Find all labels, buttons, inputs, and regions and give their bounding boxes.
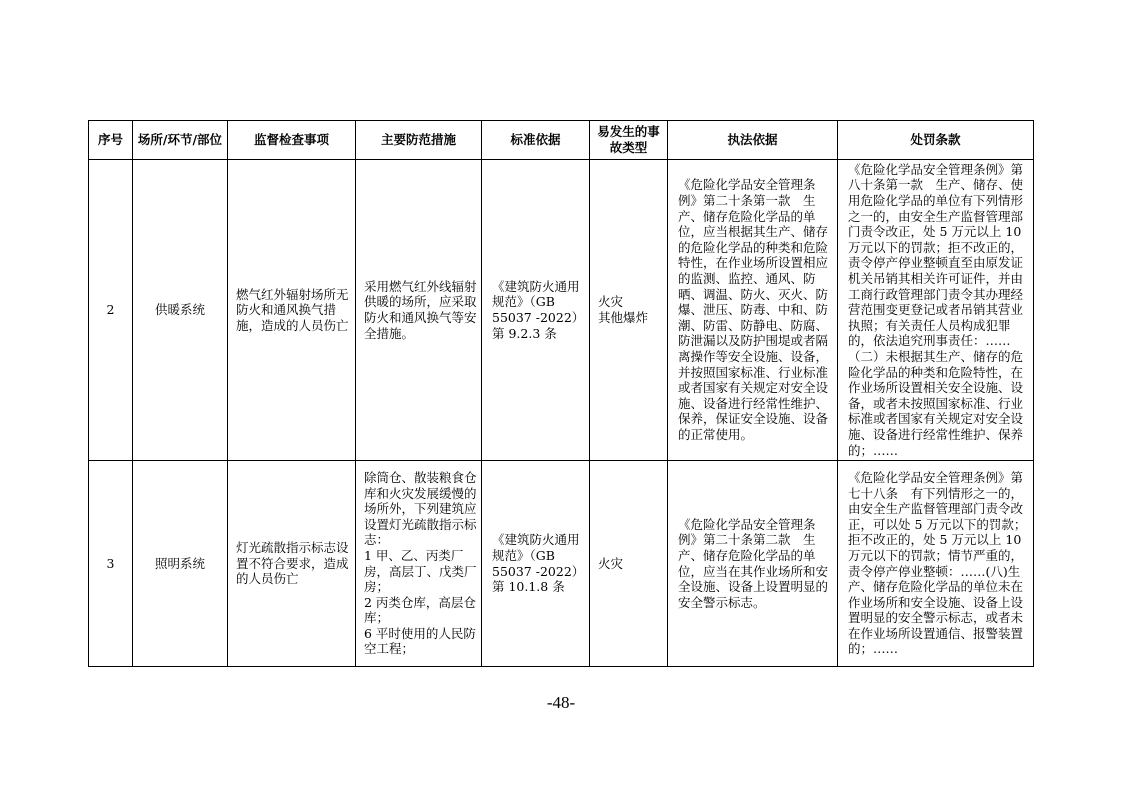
header-measure: 主要防范措施 [356,121,482,160]
cell-measure: 除筒仓、散装粮食仓库和火灾发展缓慢的场所外，下列建筑应设置灯光疏散指示标志： 1 甲、乙、丙类厂房，高层丁、戊类厂房； 2 丙类仓库，高层仓库； 6 平时使用的人民防空工程； [356,461,482,667]
cell-standard: 《建筑防火通用规范》（GB 55037 -2022）第 10.1.8 条 [482,461,590,667]
header-law: 执法依据 [668,121,838,160]
cell-accident: 火灾 [590,461,668,667]
table-row [89,461,1034,667]
cell-law: 《危险化学品安全管理条例》第二十条第一款 生产、储存危险化学品的单位，应当根据其生产、储存的危险化学品的种类和危险特性，在作业场所设置相应的监测、监控、通风、防晒、调温、防火、灭火、防爆、泄压、防毒、中和、防潮、防雷、防静电、防腐、防泄漏以及防护围堤或者隔离操作等安全设施、设备，并按照国家标准、行业标准或者国家有关规定对安全设施、设备进行经常性维护、保养，保证安全设施、设备的正常使用。 [668,160,838,461]
cell-place: 照明系统 [133,461,228,667]
cell-standard: 《建筑防火通用规范》（GB 55037 -2022）第 9.2.3 条 [482,160,590,461]
header-item: 监督检查事项 [228,121,356,160]
header-seq: 序号 [89,121,133,160]
cell-item: 燃气红外辐射场所无防火和通风换气措施，造成的人员伤亡 [228,160,356,461]
cell-measure: 采用燃气红外线辐射供暖的场所，应采取防火和通风换气等安全措施。 [356,160,482,461]
cell-item: 灯光疏散指示标志设置不符合要求，造成的人员伤亡 [228,461,356,667]
header-accident: 易发生的事故类型 [590,121,668,160]
header-place: 场所/环节/部位 [133,121,228,160]
cell-law: 《危险化学品安全管理条例》第二十条第二款 生产、储存危险化学品的单位，应当在其作业场所和安全设施、设备上设置明显的安全警示标志。 [668,461,838,667]
cell-place: 供暖系统 [133,160,228,461]
cell-accident: 火灾 其他爆炸 [590,160,668,461]
table-header-row [89,121,1034,160]
cell-penalty: 《危险化学品安全管理条例》第七十八条 有下列情形之一的，由安全生产监督管理部门责令改正，可以处 5 万元以下的罚款；拒不改正的，处 5 万元以上 10 万元以下的罚款；情节严重的，责令停产停业整顿：……(八)生产、储存危险化学品的单位未在作业场所和安全设施、设备上设置明显的安全警示标志，或者未在作业场所设置通信、报警装置的；…… [838,461,1034,667]
page-number: -48- [546,693,576,712]
cell-seq: 2 [89,160,133,461]
header-penalty: 处罚条款 [838,121,1034,160]
header-standard: 标准依据 [482,121,590,160]
cell-seq: 3 [89,461,133,667]
table-row [89,160,1034,461]
cell-penalty: 《危险化学品安全管理条例》第八十条第一款 生产、储存、使用危险化学品的单位有下列情形之一的，由安全生产监督管理部门责令改正，处 5 万元以上 10 万元以下的罚款；拒不改正的，责令停产停业整顿直至由原发证机关吊销其相关许可证件，并由工商行政管理部门责令其办理经营范围变更登记或者吊销其营业执照；有关责任人员构成犯罪的，依法追究刑事责任：……（二）未根据其生产、储存的危险化学品的种类和危险特性，在作业场所设置相关安全设施、设备，或者未按照国家标准、行业标准或者国家有关规定对安全设施、设备进行经常性维护、保养的；…… [838,160,1034,461]
regulation-table [88,120,1034,667]
